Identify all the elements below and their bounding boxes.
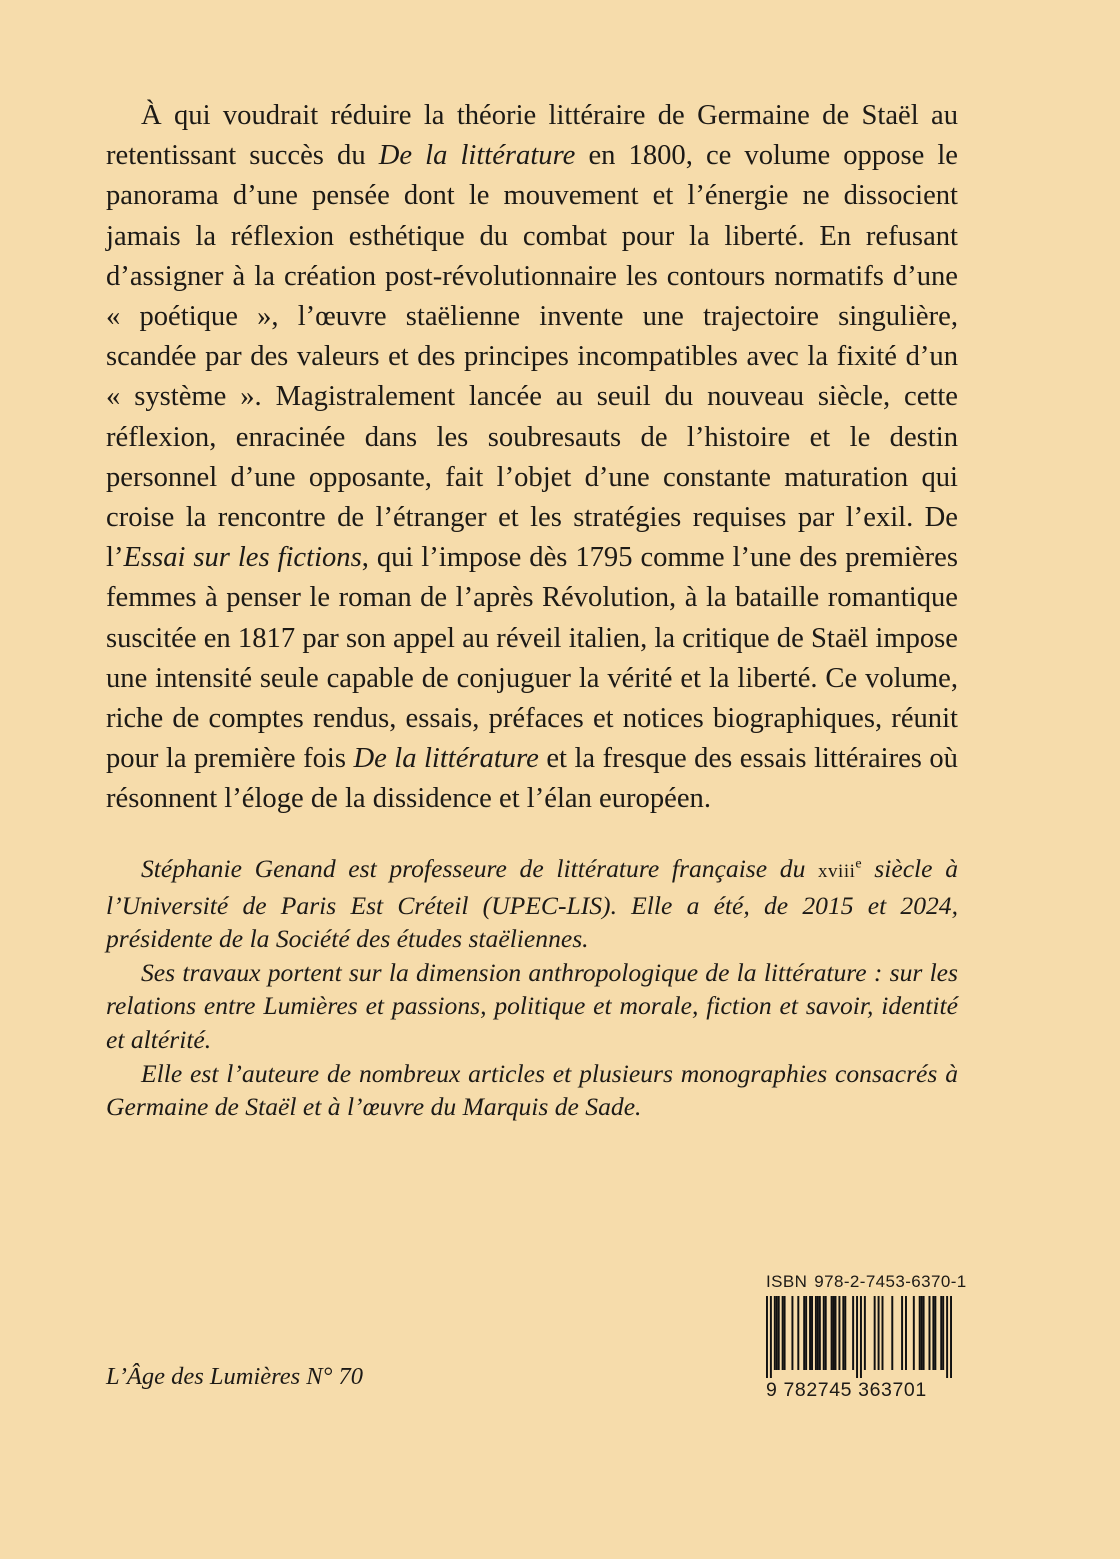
author-biography bbox=[106, 852, 958, 1124]
bio-paragraph-3: Elle est l’auteure de nombreux articles et plusieurs monographies consacrés à Germaine de Staël et à l’œuvre du Marquis de Sade. bbox=[106, 1058, 958, 1122]
summary-text-1: À qui voudrait réduire la théorie littéraire de Germaine de Staël au retentissant succès du bbox=[106, 100, 958, 172]
isbn-barcode-block bbox=[766, 1272, 967, 1402]
barcode-bar bbox=[860, 1296, 862, 1378]
barcode-bar bbox=[819, 1296, 821, 1370]
bio-text-1a: Stéphanie Genand est professeure de littérature française du bbox=[141, 854, 819, 883]
isbn-line bbox=[766, 1272, 967, 1292]
isbn-number: 978-2-7453-6370-1 bbox=[814, 1272, 967, 1291]
barcode-bar bbox=[776, 1296, 778, 1370]
barcode-bar bbox=[934, 1296, 936, 1370]
barcode-bar bbox=[856, 1296, 858, 1378]
barcode-bar bbox=[842, 1296, 844, 1370]
summary-text-4: et la fresque des essais littéraires où résonnent l’éloge de la dissidence et l’élan européen. bbox=[106, 743, 958, 815]
book-title-de-la-litterature: De la littérature bbox=[378, 140, 576, 172]
barcode-bar bbox=[825, 1296, 827, 1370]
barcode-bar bbox=[891, 1296, 893, 1370]
barcode-bar bbox=[878, 1296, 880, 1370]
barcode-bar bbox=[831, 1296, 833, 1370]
bio-paragraph-2: Ses travaux portent sur la dimension anthropologique de la littérature : sur les relations entre Lumières et passions, politique et morale, fiction et savoir, identité et altérité. bbox=[106, 957, 958, 1054]
barcode-bar bbox=[774, 1296, 776, 1370]
barcode-bar bbox=[815, 1296, 817, 1370]
barcode-bar bbox=[950, 1296, 952, 1378]
barcode-bar bbox=[919, 1296, 921, 1370]
summary-paragraph bbox=[106, 96, 958, 820]
barcode-bar bbox=[929, 1296, 931, 1370]
century-superscript: e bbox=[855, 856, 862, 872]
barcode-bar bbox=[778, 1296, 780, 1370]
barcode-bar bbox=[852, 1296, 854, 1370]
ean-digits: 9 782745 363701 bbox=[766, 1379, 927, 1401]
book-title-de-la-litterature-2: De la littérature bbox=[353, 743, 539, 775]
barcode-bar bbox=[809, 1296, 811, 1370]
century-numeral: xviii bbox=[818, 861, 856, 882]
barcode-bar bbox=[791, 1296, 793, 1370]
barcode-bar bbox=[905, 1296, 907, 1370]
back-cover-summary bbox=[106, 96, 958, 820]
barcode-bar bbox=[901, 1296, 903, 1370]
barcode-bar bbox=[942, 1296, 944, 1370]
barcode-bar bbox=[784, 1296, 786, 1370]
barcode-bar bbox=[921, 1296, 923, 1370]
barcode-bar bbox=[770, 1296, 772, 1378]
barcode-bar bbox=[817, 1296, 819, 1370]
summary-text-3: , qui l’impose dès 1795 comme l’une des premières femmes à penser le roman de l’après Révolution, à la bataille romantique suscitée en 1817 par son appel au réveil italien, la critique de Staël impose une intensité seule capable de conjuguer la vérité et la liberté. Ce volume, riche de comptes rendus, essais, préfaces et notices biographiques, réunit pour la première fois bbox=[106, 542, 958, 775]
barcode-bar bbox=[782, 1296, 784, 1370]
barcode-bar bbox=[766, 1296, 768, 1378]
barcode-bar bbox=[797, 1296, 799, 1370]
barcode-bar bbox=[838, 1296, 840, 1370]
barcode-bar bbox=[835, 1296, 837, 1370]
barcode-bar bbox=[946, 1296, 948, 1378]
barcode-bars bbox=[766, 1296, 952, 1378]
barcode-bar bbox=[811, 1296, 813, 1370]
barcode-bar bbox=[864, 1296, 866, 1370]
bio-text-1b: siècle à l’Université de Paris Est Créteil (UPEC-LIS). Elle a été, de 2015 et 2024, présidente de la Société des études staëliennes. bbox=[106, 854, 958, 954]
barcode-bar bbox=[805, 1296, 807, 1370]
barcode-bar bbox=[844, 1296, 846, 1370]
summary-text-2: en 1800, ce volume oppose le panorama d’une pensée dont le mouvement et l’énergie ne dissocient jamais la réflexion esthétique du combat pour la liberté. En refusant d’assigner à la création post-révolutionnaire les contours normatifs d’une « poétique », l’œuvre staëlienne invente une trajectoire singulière, scandée par des valeurs et des principes incompatibles avec la fixité d’un « système ». Magistralement lancée au seuil du nouveau siècle, cette réflexion, enracinée dans les soubresauts de l’histoire et le destin personnel d’une opposante, fait l’objet d’une constante maturation qui croise la rencontre de l’étranger et les stratégies requises par l’exil. De l’ bbox=[106, 140, 958, 574]
barcode-bar bbox=[940, 1296, 942, 1370]
series-label: L’Âge des Lumières N° 70 bbox=[106, 1363, 364, 1390]
bio-paragraph-1 bbox=[106, 852, 958, 956]
barcode-bar bbox=[833, 1296, 835, 1370]
barcode-bar bbox=[913, 1296, 915, 1370]
barcode-bar bbox=[882, 1296, 884, 1370]
barcode-bar bbox=[803, 1296, 805, 1370]
barcode-bar bbox=[923, 1296, 925, 1370]
barcode-bar bbox=[932, 1296, 934, 1370]
isbn-label: ISBN bbox=[766, 1272, 808, 1291]
barcode-bar bbox=[874, 1296, 876, 1370]
barcode-bar bbox=[823, 1296, 825, 1370]
book-title-essai-sur-les-fictions: Essai sur les fictions bbox=[123, 542, 362, 574]
